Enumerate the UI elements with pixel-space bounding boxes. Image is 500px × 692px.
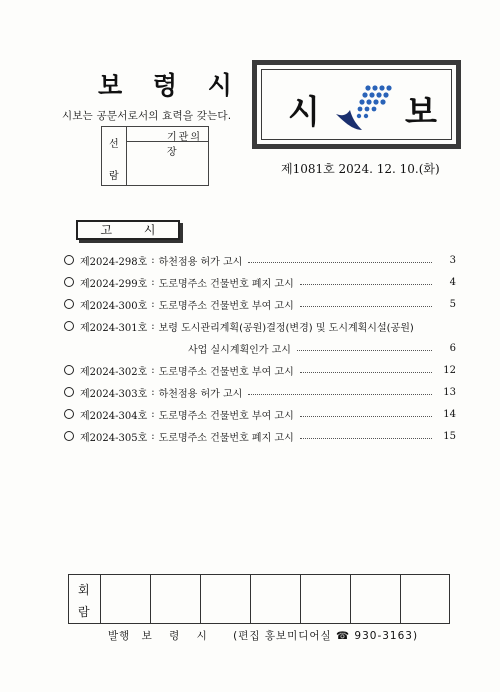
circulation-label-bottom: 람 <box>78 605 90 619</box>
circle-bullet-icon <box>64 321 74 331</box>
toc-item-title: 하천점용 허가 고시 <box>158 388 243 400</box>
toc-item-page: 15 <box>443 430 456 442</box>
toc-item-title-cont: 사업 실시계획인가 고시 <box>188 344 291 356</box>
approval-label-column <box>102 127 127 185</box>
approval-box <box>101 126 209 186</box>
toc-item[interactable] <box>64 359 456 381</box>
approval-head-row <box>127 127 208 158</box>
toc-leader <box>300 284 432 285</box>
toc-item[interactable] <box>64 403 456 425</box>
editor-contact: (편집 홍보미디어실 ☎ 930-3163) <box>233 630 419 642</box>
circulation-label-top: 회 <box>78 583 90 597</box>
toc-item-number: 제2024-301호 <box>80 322 148 334</box>
toc-item-page: 6 <box>449 342 456 354</box>
city-emblem-icon <box>334 80 398 140</box>
circulation-label-column <box>69 575 101 623</box>
section-heading: 고 시 <box>76 220 180 240</box>
legal-notice: 시보는 공문서로서의 효력을 갖는다. <box>62 110 232 122</box>
toc-item-page: 14 <box>443 408 456 420</box>
city-title: 보 령 시 <box>98 71 243 100</box>
approval-head: 기관의 장 <box>167 132 202 158</box>
bulletin-left-char: 시 <box>288 92 320 131</box>
circulation-cell <box>201 575 251 623</box>
toc-leader <box>300 438 432 439</box>
toc-item-separator: : <box>151 276 155 288</box>
publisher-name: 보 령 시 <box>141 630 214 642</box>
publisher-footer <box>108 628 418 643</box>
toc-item-page: 4 <box>449 276 456 288</box>
toc-item-number: 제2024-303호 <box>80 388 148 400</box>
toc-item-title: 도로명주소 건물번호 부여 고시 <box>158 366 294 378</box>
circle-bullet-icon <box>64 255 74 265</box>
circulation-cell <box>151 575 201 623</box>
toc-item-continuation[interactable] <box>64 337 456 359</box>
toc-item[interactable] <box>64 271 456 293</box>
toc-item-title: 도로명주소 건물번호 폐지 고시 <box>158 432 294 444</box>
bulletin-banner <box>252 60 461 149</box>
toc-item[interactable] <box>64 315 456 337</box>
toc-item-number: 제2024-305호 <box>80 432 148 444</box>
toc-item-page: 3 <box>449 254 456 266</box>
bulletin-inner-frame <box>261 69 452 140</box>
circle-bullet-icon <box>64 277 74 287</box>
circle-bullet-icon <box>64 299 74 309</box>
toc-item-number: 제2024-300호 <box>80 300 148 312</box>
circle-bullet-icon <box>64 387 74 397</box>
toc-leader <box>248 262 432 263</box>
circulation-cell <box>351 575 401 623</box>
toc-item-title: 도로명주소 건물번호 부여 고시 <box>158 410 294 422</box>
toc-item-number: 제2024-304호 <box>80 410 148 422</box>
toc-item-page: 13 <box>443 386 456 398</box>
toc-item-separator: : <box>151 364 155 376</box>
circle-bullet-icon <box>64 431 74 441</box>
toc-leader <box>297 350 432 351</box>
toc-item-title: 도로명주소 건물번호 폐지 고시 <box>158 278 294 290</box>
toc-item[interactable] <box>64 293 456 315</box>
toc-item[interactable] <box>64 425 456 447</box>
circulation-box <box>68 574 450 624</box>
toc-leader <box>300 306 432 307</box>
toc-leader <box>300 416 432 417</box>
circulation-cell <box>251 575 301 623</box>
toc-item-separator: : <box>151 320 155 332</box>
toc-item-title: 하천점용 허가 고시 <box>158 256 243 268</box>
circulation-cell <box>101 575 151 623</box>
circulation-cell <box>301 575 351 623</box>
circle-bullet-icon <box>64 365 74 375</box>
toc-item[interactable] <box>64 249 456 271</box>
issue-number: 제1081호 2024. 12. 10.(화) <box>281 162 440 176</box>
table-of-contents <box>64 249 456 447</box>
toc-item-number: 제2024-298호 <box>80 256 148 268</box>
toc-leader <box>248 394 432 395</box>
toc-leader <box>300 372 432 373</box>
toc-item-number: 제2024-302호 <box>80 366 148 378</box>
circle-bullet-icon <box>64 409 74 419</box>
toc-item-separator: : <box>151 408 155 420</box>
approval-label-bottom: 람 <box>109 171 119 182</box>
bulletin-right-char: 보 <box>405 92 437 131</box>
approval-label-top: 선 <box>109 139 119 150</box>
toc-item[interactable] <box>64 381 456 403</box>
toc-item-separator: : <box>151 254 155 266</box>
toc-item-number: 제2024-299호 <box>80 278 148 290</box>
toc-item-separator: : <box>151 386 155 398</box>
toc-item-page: 5 <box>449 298 456 310</box>
toc-item-title: 보령 도시관리계획(공원)결정(변경) 및 도시계획시설(공원) <box>158 322 414 334</box>
toc-item-separator: : <box>151 430 155 442</box>
toc-item-separator: : <box>151 298 155 310</box>
toc-item-title: 도로명주소 건물번호 부여 고시 <box>158 300 294 312</box>
toc-item-page: 12 <box>443 364 456 376</box>
publisher-label: 발행 <box>108 630 131 642</box>
